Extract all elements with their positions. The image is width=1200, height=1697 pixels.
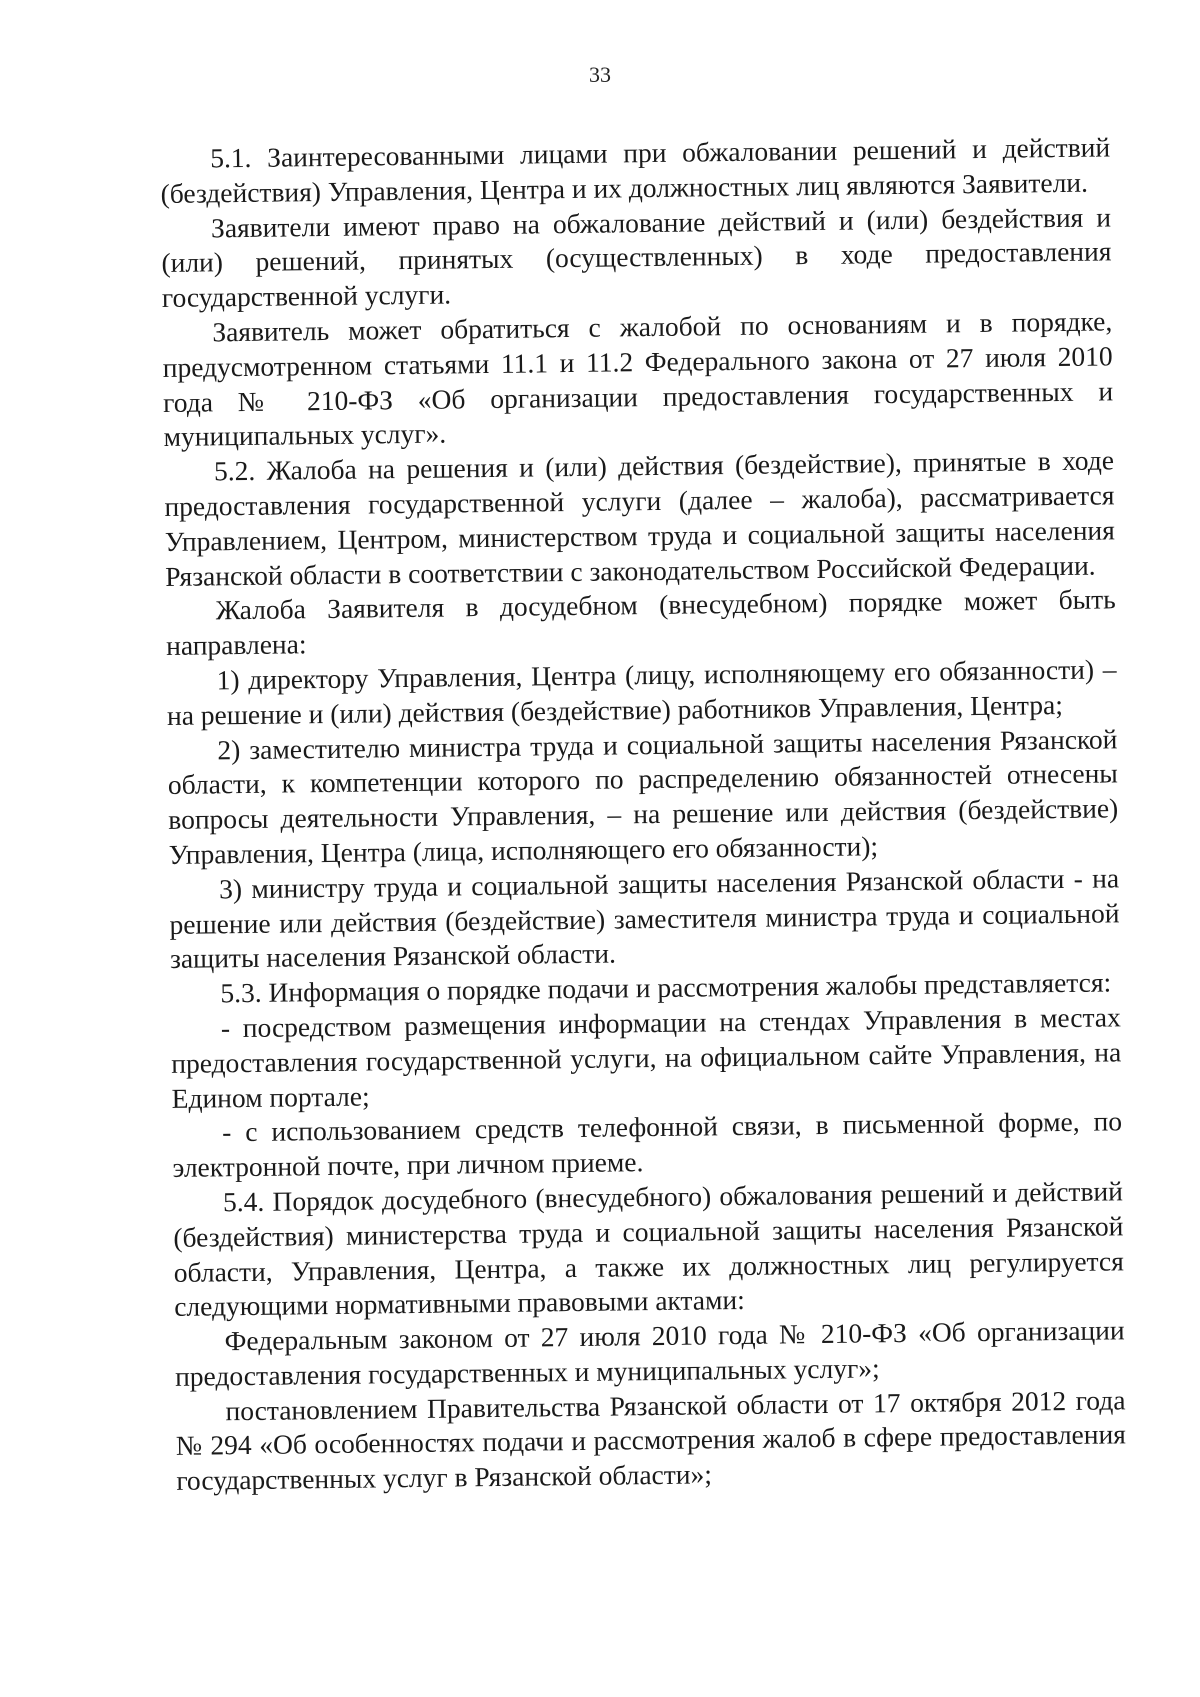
paragraph-5-2: 5.2. Жалоба на решения и (или) действия (бездействие), принятые в ходе предоставления государственной услуги (далее – жалоба), рассматривается Управлением, Центром, министерством труда и социальной защиты населения Рязанской области в соответствии с законодательством Российской Федерации. — [164, 444, 1115, 592]
paragraph-complaint-grounds: Заявитель может обратиться с жалобой по основаниям и в порядке, предусмотренном статьями 11.1 и 11.2 Федерального закона от 27 июля 2010 года № 210-ФЗ «Об организации предоставления государственных и муниципальных услуг». — [162, 305, 1114, 453]
list-item-stands: - посредством размещения информации на стендах Управления в местах предоставления государственной услуги, на официальном сайте Управления, на Едином портале; — [171, 1001, 1122, 1114]
paragraph-applicant-rights: Заявители имеют право на обжалование действий и (или) бездействия и (или) решений, принятых (осуществленных) в ходе предоставления государственной услуги. — [161, 200, 1112, 314]
list-item-resolution: постановлением Правительства Рязанской области от 17 октября 2012 года № 294 «Об особенностях подачи и рассмотрения жалоб в сфере предоставления государственных услуг в Рязанской области»; — [175, 1383, 1127, 1497]
paragraph-complaint-direction: Жалоба Заявителя в досудебном (внесудебном) порядке может быть направлена: — [165, 583, 1116, 662]
list-item-1: 1) директору Управления, Центра (лицу, исполняющему его обязанности) – на решение и (или) действия (бездействие) работников Управления, Центра; — [166, 653, 1117, 731]
list-item-federal-law: Федеральным законом от 27 июля 2010 года № 210-ФЗ «Об организации предоставления государственных и муниципальных услуг»; — [174, 1314, 1125, 1392]
page-number: 33 — [589, 62, 611, 87]
list-item-2: 2) заместителю министра труда и социальной защиты населения Рязанской области, к компетенции которого по распределению обязанностей отнесены вопросы деятельности Управления, – на решение или действия (бездействие) Управления, Центра (лица, исполняющего его обязанности); — [167, 722, 1119, 870]
list-item-3: 3) министру труда и социальной защиты населения Рязанской области - на решение или действия (бездействие) заместителя министра труда и социальной защиты населения Рязанской области. — [169, 862, 1120, 975]
list-item-phone: - с использованием средств телефонной связи, в письменной форме, по электронной почте, при личном приеме. — [172, 1105, 1123, 1184]
paragraph-5-3: 5.3. Информация о порядке подачи и рассмотрения жалобы представляется: — [220, 966, 1112, 1009]
paragraph-5-1: 5.1. Заинтересованными лицами при обжаловании решений и действий (бездействия) Управления, Центра и их должностных лиц являются Заявители. — [160, 131, 1111, 209]
paragraph-5-4: 5.4. Порядок досудебного (внесудебного) обжалования решений и действий (бездействия) министерства труда и социальной защиты населения Рязанской области, Управления, Центра, а также их должностных лиц регулируется следующими нормативными правовыми актами: — [173, 1175, 1124, 1323]
document-body — [160, 130, 1127, 1499]
